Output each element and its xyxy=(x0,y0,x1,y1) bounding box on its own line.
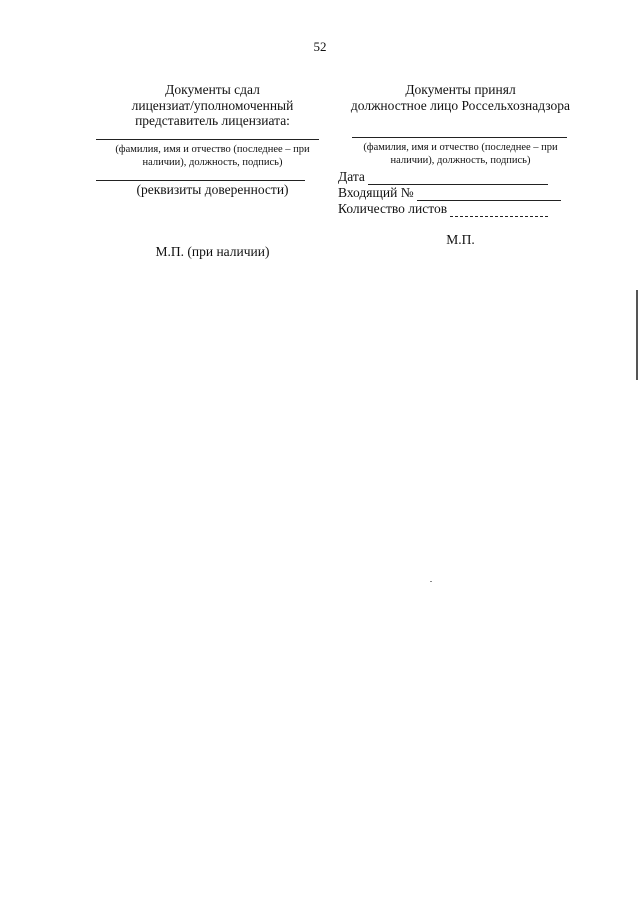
receiver-signature-caption xyxy=(338,141,583,167)
receiver-stamp-label: М.П. xyxy=(446,232,475,247)
sheet-count-row xyxy=(338,201,583,217)
submitter-heading xyxy=(90,82,335,129)
incoming-number-label: Входящий № xyxy=(338,185,414,200)
receiver-block xyxy=(338,82,583,248)
attorney-details-line[interactable] xyxy=(96,180,305,181)
submitter-stamp-label: М.П. (при наличии) xyxy=(155,243,270,259)
submitter-caption-line-2: наличии), должность, подпись) xyxy=(142,156,283,168)
receiver-signature-line[interactable] xyxy=(352,137,567,138)
page-number: 52 xyxy=(313,39,327,54)
attorney-details-label: (реквизиты доверенности) xyxy=(136,181,289,197)
date-field-row xyxy=(338,169,583,185)
submitter-heading-line-2: лицензиат/уполномоченный xyxy=(131,97,294,113)
submitter-heading-line-3: представитель лицензиата: xyxy=(135,113,290,128)
submitter-signature-line[interactable] xyxy=(96,139,319,140)
date-input-line[interactable] xyxy=(368,173,548,185)
incoming-number-input-line[interactable] xyxy=(417,189,561,201)
submitter-block xyxy=(90,82,335,260)
sheet-count-label: Количество листов xyxy=(338,201,448,216)
receiver-heading-line-2: должностное лицо Россельхознадзора xyxy=(350,97,571,113)
date-label: Дата xyxy=(338,169,365,184)
incoming-number-row xyxy=(338,185,583,201)
receiver-heading-line-1: Документы принял xyxy=(405,82,516,97)
receiver-heading xyxy=(338,82,583,113)
submitter-heading-line-1: Документы сдал xyxy=(165,82,260,97)
receiver-caption-line-1: (фамилия, имя и отчество (последнее – при xyxy=(363,142,558,153)
submitter-signature-caption xyxy=(90,143,335,169)
scan-speck xyxy=(430,581,432,582)
sheet-count-input-line[interactable] xyxy=(450,205,548,217)
submitter-caption-line-1: (фамилия, имя и отчество (последнее – при xyxy=(115,143,310,155)
receiver-caption-line-2: наличии), должность, подпись) xyxy=(390,155,531,166)
scan-edge-mark xyxy=(636,290,638,380)
